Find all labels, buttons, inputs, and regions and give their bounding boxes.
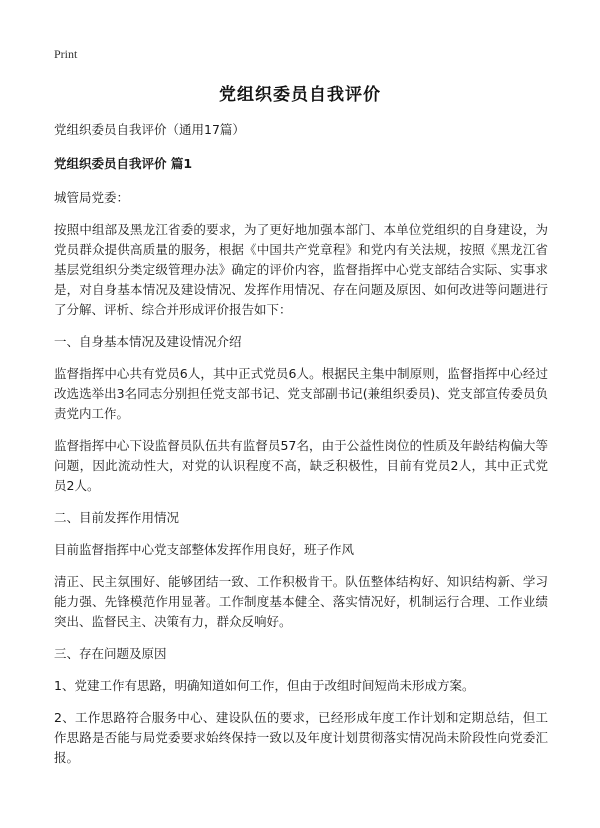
- document-title: 党组织委员自我评价: [219, 85, 381, 105]
- paragraph-role-details: 清正、民主氛围好、能够团结一致、工作积极肯干。队伍整体结构好、知识结构新、学习能力强、先锋模范作用显著。工作制度基本健全、落实情况好，机制运行合理、工作业绩突出、监督民主、决策有力，群众反响好。: [54, 574, 548, 629]
- heading-current-role: 二、目前发挥作用情况: [54, 510, 180, 525]
- paragraph-supervisors: 监督指挥中心下设监督员队伍共有监督员57名，由于公益性岗位的性质及年龄结构偏大等问题，因此流动性大，对党的认识程度不高，缺乏积极性，目前有党员2人，其中正式党员2人。: [54, 438, 548, 493]
- paragraph-problem-1: 1、党建工作有思路，明确知道如何工作，但由于改组时间短尚未形成方案。: [54, 678, 475, 693]
- paragraph-party-members: 监督指挥中心共有党员6人，其中正式党员6人。根据民主集中制原则，监督指挥中心经过改选选举出3名同志分别担任党支部书记、党支部副书记(兼组织委员)、党支部宣传委员负责党内工作。: [54, 366, 548, 421]
- paragraph-problem-2: 2、工作思路符合服务中心、建设队伍的要求，已经形成年度工作计划和定期总结，但工作思路是否能与局党委要求始终保持一致以及年度计划贯彻落实情况尚未阶段性向党委汇报。: [54, 710, 548, 765]
- paragraph-intro: 按照中组部及黑龙江省委的要求，为了更好地加强本部门、本单位党组织的自身建设，为党员群众提供高质量的服务，根据《中国共产党章程》和党内有关法规，按照《黑龙江省基层党组织分类定级管理办法》确定的评价内容，监督指挥中心党支部结合实际、实事求是，对自身基本情况及建设情况、发挥作用情况、存在问题及原因、如何改进等问题进行了分解、评析、综合并形成评价报告如下：: [54, 222, 548, 317]
- document-subtitle: 党组织委员自我评价（通用17篇）: [54, 122, 245, 137]
- heading-basic-situation: 一、自身基本情况及建设情况介绍: [54, 334, 242, 349]
- heading-problems: 三、存在问题及原因: [54, 646, 167, 661]
- print-label[interactable]: Print: [54, 47, 78, 61]
- section-heading: 党组织委员自我评价 篇1: [54, 156, 193, 171]
- salutation: 城管局党委：: [54, 190, 130, 205]
- document-body: [54, 120, 548, 780]
- paragraph-role-overview: 目前监督指挥中心党支部整体发挥作用良好，班子作风: [54, 542, 355, 557]
